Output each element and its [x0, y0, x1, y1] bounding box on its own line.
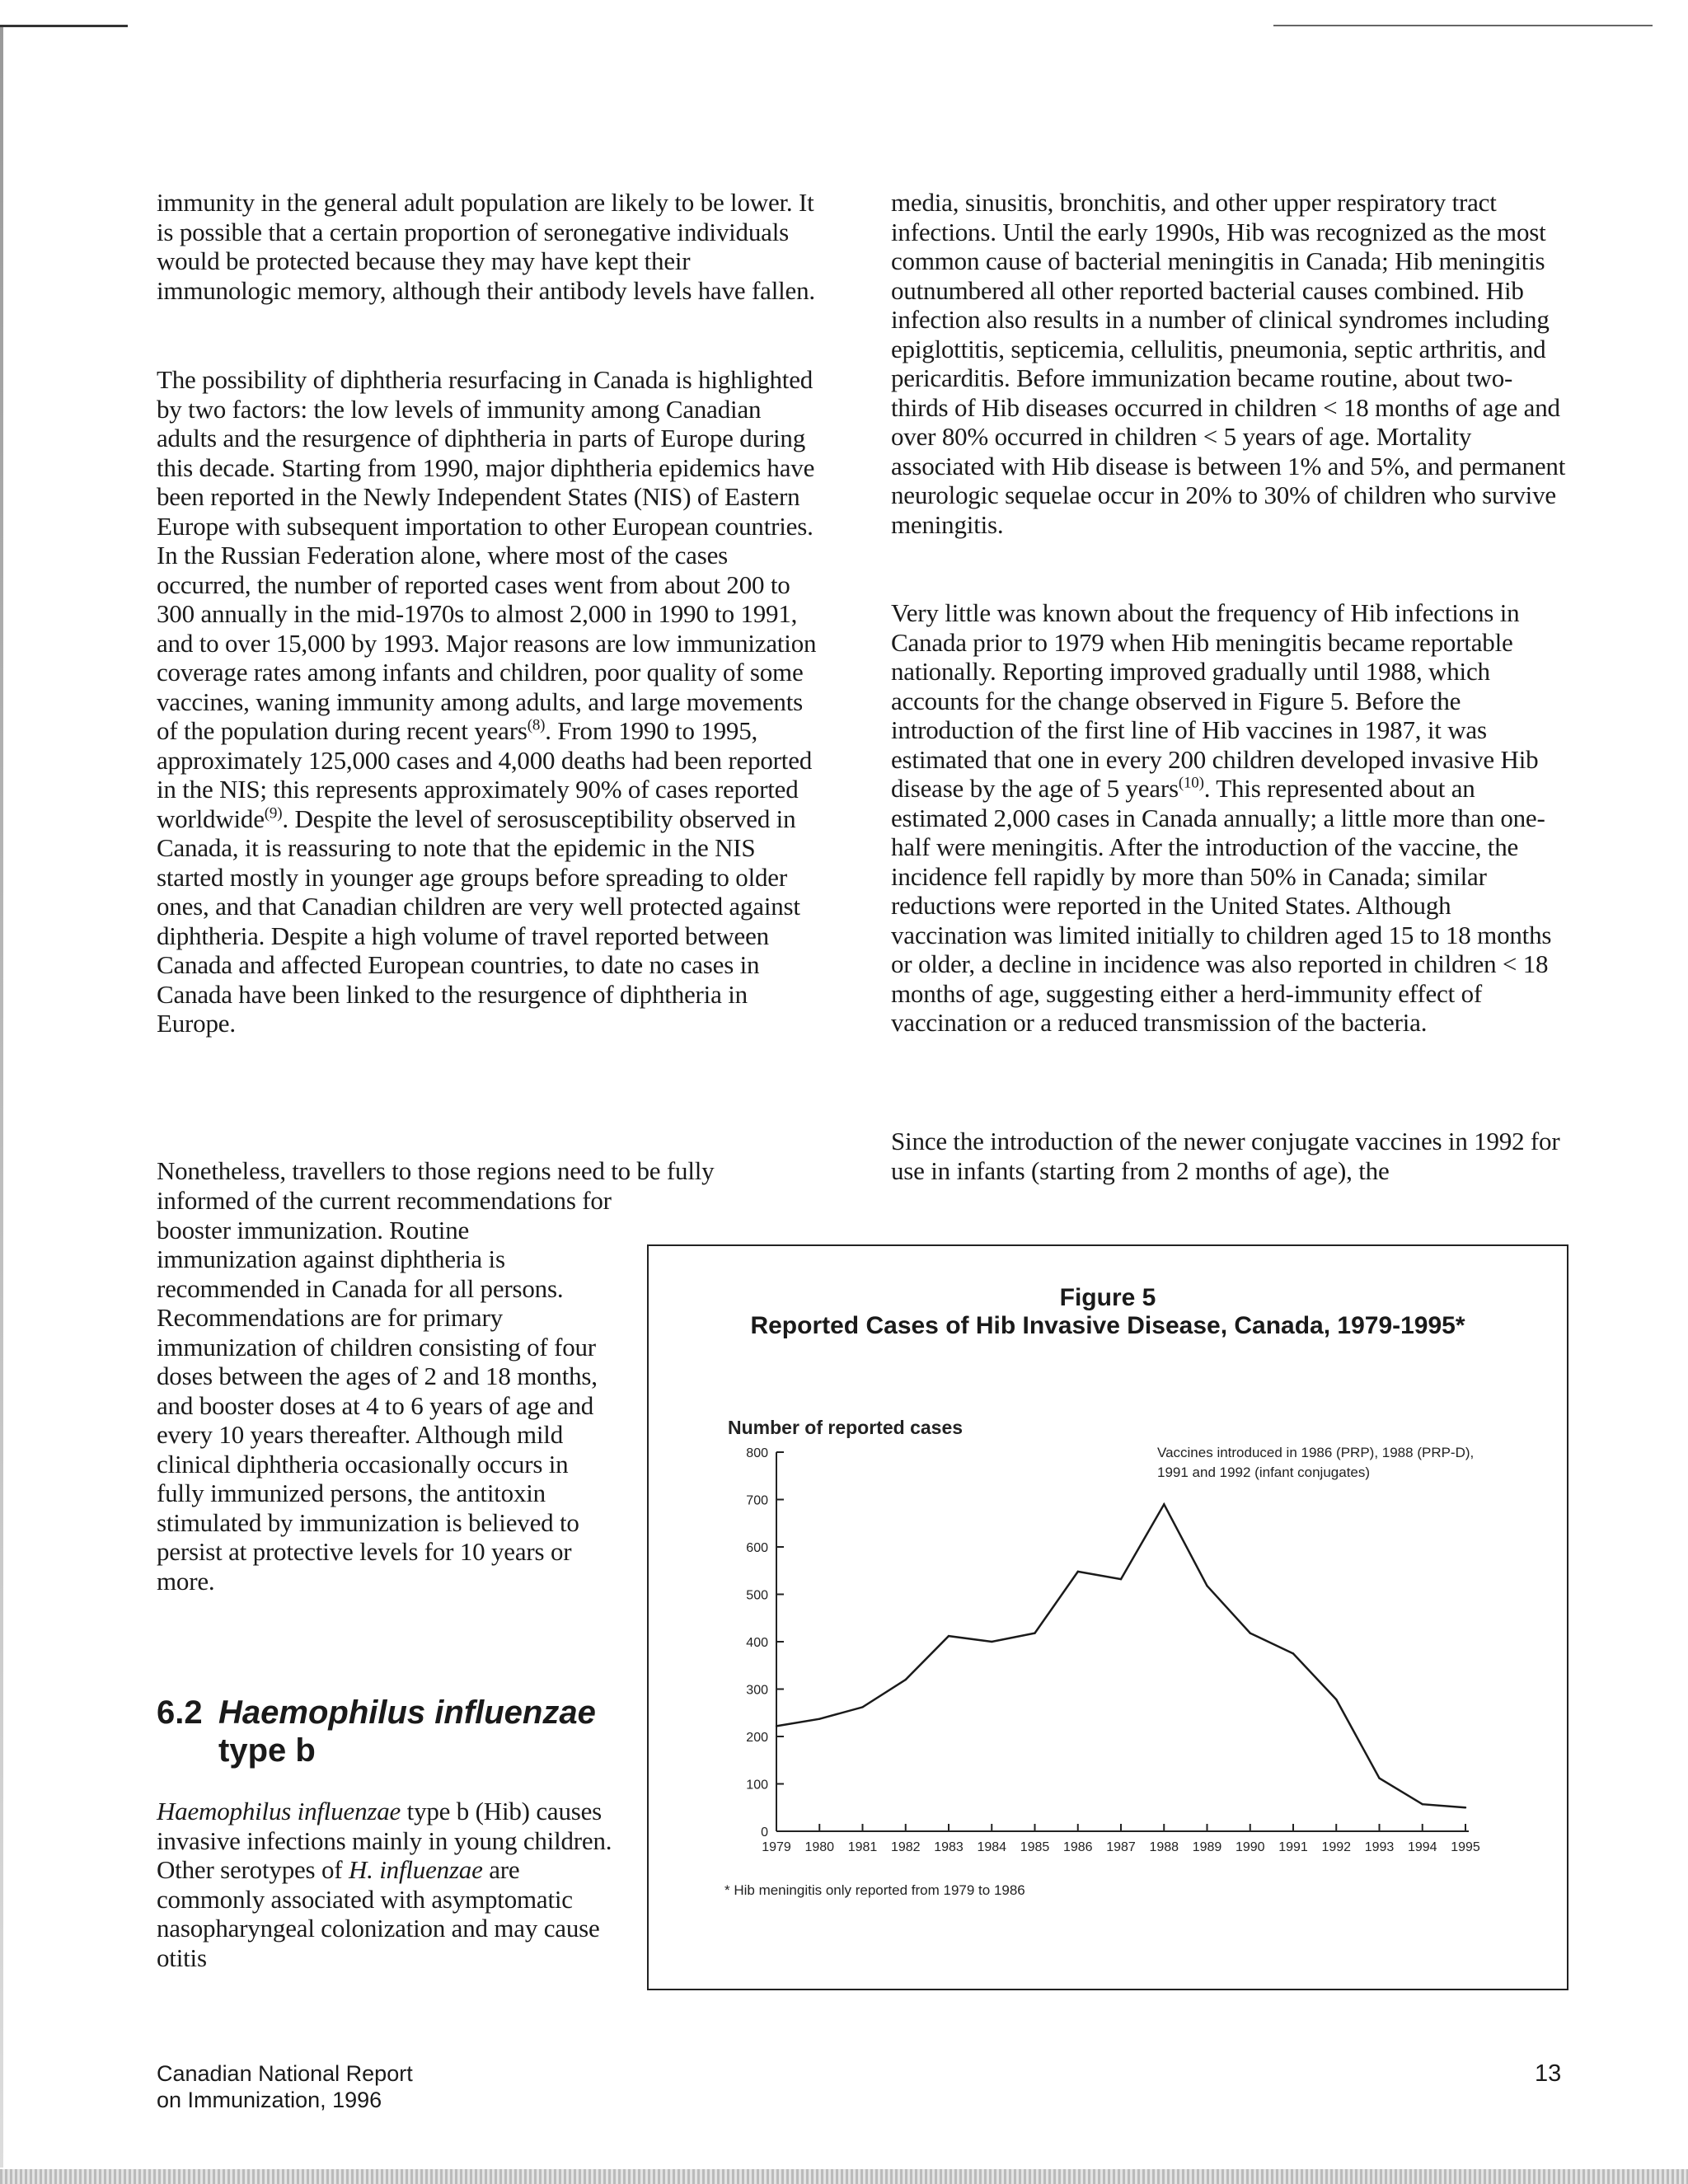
paragraph-text: informed of the current recommendations for booster immunization. Routine immunization against diphtheria is recommended in Canada for all persons. Recommendations are for primary immunization of children consisting of four doses between the ages of 2 and 18 months, and booster doses at 4 to 6 years of age and every 10 years thereafter. Although mild clinical diphtheria occasionally occurs in fully immunized persons, the antitoxin stimulated by immunization is believed to persist at protective levels for 10 years or more. [157, 1186, 612, 1596]
data-point [1250, 1632, 1251, 1633]
italic-run: Haemophilus influenzae [157, 1797, 401, 1825]
page-number: 13 [1535, 2060, 1562, 2087]
chart-axes [746, 1446, 1480, 1854]
chart-annotation-line1: Vaccines introduced in 1986 (PRP), 1988 (PRP-D), [1157, 1445, 1475, 1460]
left-paragraph-4 [157, 1797, 618, 1972]
reference-10: (10) [1178, 774, 1204, 792]
y-axis-label: Number of reported cases [728, 1417, 964, 1438]
y-tick-label: 700 [746, 1493, 768, 1508]
text-run: . From 1990 to 1995, approximately 125,000 cases and 4,000 deaths had been reported in the NIS; this represents approximately 90% of cases reported worldwide [157, 716, 813, 833]
data-point [861, 1706, 863, 1708]
right-paragraph-2 [891, 598, 1567, 1038]
x-tick-label: 1993 [1364, 1840, 1395, 1854]
figure-label: Figure 5 [1059, 1284, 1156, 1311]
figure-title: Reported Cases of Hib Invasive Disease, Canada, 1979-1995* [750, 1312, 1465, 1339]
data-point [776, 1725, 777, 1727]
data-point [1335, 1699, 1337, 1700]
scan-mark-top-left [0, 25, 128, 27]
x-tick-label: 1992 [1321, 1840, 1352, 1854]
y-tick-label: 200 [746, 1731, 768, 1745]
paragraph-text: immunity in the general adult population are likely to be lower. It is possible that a certain proportion of seronegative individuals would be protected because they may have kept their immunologic memory, although their antibody levels have fallen. [157, 188, 815, 305]
x-tick-label: 1979 [762, 1840, 791, 1854]
x-tick-label: 1989 [1192, 1840, 1222, 1854]
text-run: are commonly associated with asymptomatic nasopharyngeal colonization and may cause otitis [157, 1855, 600, 1972]
text-run: The possibility of diphtheria resurfacing in Canada is highlighted by two factors: the low levels of immunity among Canadian adults and the resurgence of diphtheria in parts of Europe during this decade. Starting from 1990, major diphtheria epidemics have been reported in the Newly Independent States (NIS) of Eastern Europe with subsequent importation to other European countries. In the Russian Federation alone, where most of the cases occurred, the number of reported cases went from about 200 to 300 annually in the mid-1970s to almost 2,000 in 1990 to 1991, and to over 15,000 by 1993. Major reasons are low immunization coverage rates among infants and children, poor quality of some vaccines, waning immunity among adults, and large movements of the population during recent years [157, 365, 817, 745]
data-point [1378, 1777, 1380, 1779]
y-tick-label: 300 [746, 1683, 768, 1698]
paragraph-text [157, 1797, 618, 1972]
x-tick-label: 1988 [1149, 1840, 1179, 1854]
data-point [1163, 1503, 1165, 1505]
left-paragraph-3-intro [157, 1156, 832, 1186]
hib-cases-chart [649, 1246, 1567, 1988]
x-tick-label: 1980 [804, 1840, 835, 1854]
x-tick-label: 1983 [934, 1840, 964, 1854]
x-tick-label: 1990 [1235, 1840, 1265, 1854]
data-point [1422, 1803, 1423, 1805]
y-tick-label: 100 [746, 1778, 768, 1793]
scan-edge-bottom [0, 2169, 1688, 2184]
x-tick-label: 1987 [1106, 1840, 1136, 1854]
left-paragraph-1 [157, 188, 824, 305]
data-point [1465, 1807, 1466, 1808]
paragraph-text: Since the introduction of the newer conjugate vaccines in 1992 for use in infants (starting from 2 months of age), the [891, 1127, 1560, 1185]
x-tick-label: 1982 [890, 1840, 921, 1854]
footer-publication [157, 2060, 413, 2113]
scan-edge-left [0, 25, 3, 2168]
left-paragraph-3 [157, 1186, 612, 1596]
section-title-italic: Haemophilus influenzae [218, 1694, 596, 1731]
text-run: Very little was known about the frequency of Hib infections in Canada prior to 1979 when Hib meningitis became reportable nationally. Reporting improved gradually until 1988, which accounts for the change observed in Figure 5. Before the introduction of the first line of Hib vaccines in 1987, it was estimated that one in every 200 children developed invasive Hib disease by the age of 5 years [891, 598, 1539, 803]
footer-line-1: Canadian National Report [157, 2061, 413, 2086]
text-run: . This represented about an estimated 2,000 cases in Canada annually; a little more than one-half were meningitis. After the introduction of the vaccine, the incidence fell rapidly by more than 50% in Canada; similar reductions were reported in the United States. Although vaccination was limited initially to children aged 15 to 18 months or older, a decline in incidence was also reported in children < 18 months of age, suggesting either a herd-immunity effect of vaccination or a reduced transmission of the bacteria. [891, 774, 1552, 1037]
data-point [1077, 1571, 1079, 1572]
data-point [1034, 1632, 1035, 1633]
y-tick-label: 800 [746, 1446, 768, 1460]
chart-marks [776, 1503, 1466, 1808]
chart-footnote: * Hib meningitis only reported from 1979 to 1986 [724, 1882, 1025, 1898]
text-run: type b (Hib) causes invasive infections mainly in young children. Other serotypes of [157, 1797, 612, 1884]
series-line-reported-cases [776, 1504, 1465, 1807]
scan-mark-top-right [1273, 25, 1653, 26]
section-heading [157, 1694, 618, 1769]
data-point [1120, 1578, 1122, 1580]
data-point [948, 1635, 950, 1637]
x-tick-label: 1986 [1062, 1840, 1093, 1854]
data-point [991, 1641, 992, 1643]
italic-run: H. influenzae [348, 1855, 483, 1884]
x-tick-label: 1981 [847, 1840, 878, 1854]
data-point [1292, 1652, 1294, 1654]
paragraph-text [891, 598, 1567, 1038]
paragraph-text: media, sinusitis, bronchitis, and other upper respiratory tract infections. Until the early 1990s, Hib was recognized as the most common cause of bacterial meningitis in Canada; Hib meningitis outnumbered all other reported bacterial causes combined. Hib infection also results in a number of clinical syndromes including epiglottitis, septicemia, cellulitis, pneumonia, septic arthritis, and pericarditis. Before immunization became routine, about two-thirds of Hib diseases occurred in children < 18 months of age and over 80% occurred in children < 5 years of age. Mortality associated with Hib disease is between 1% and 5%, and permanent neurologic sequelae occur in 20% to 30% of children who survive meningitis. [891, 188, 1566, 539]
section-title-line2: type b [218, 1732, 316, 1769]
text-run: . Despite the level of serosusceptibility observed in Canada, it is reassuring to note that the epidemic in the NIS started mostly in younger age groups before spreading to older ones, and that Canadian children are very well protected against diphtheria. Despite a high volume of travel reported between Canada and affected European countries, to date no cases in Canada have been linked to the resurgence of diphtheria in Europe. [157, 804, 800, 1038]
figure-5 [647, 1244, 1568, 1990]
right-paragraph-3 [891, 1127, 1567, 1185]
section-number: 6.2 [157, 1694, 203, 1731]
data-point [818, 1718, 820, 1720]
paragraph-text [157, 365, 824, 1038]
left-paragraph-2 [157, 365, 824, 1038]
y-tick-label: 600 [746, 1541, 768, 1555]
y-tick-label: 0 [761, 1825, 768, 1840]
x-tick-label: 1991 [1278, 1840, 1308, 1854]
reference-9: (9) [264, 804, 283, 823]
x-tick-label: 1985 [1020, 1840, 1050, 1854]
chart-annotation-line2: 1991 and 1992 (infant conjugates) [1157, 1465, 1371, 1480]
right-paragraph-1 [891, 188, 1567, 539]
data-point [1206, 1585, 1207, 1586]
reference-8: (8) [527, 716, 546, 734]
x-tick-label: 1995 [1451, 1840, 1480, 1854]
paragraph-text: Nonetheless, travellers to those regions need to be fully [157, 1156, 715, 1185]
footer-line-2: on Immunization, 1996 [157, 2088, 382, 2112]
x-tick-label: 1984 [977, 1840, 1007, 1854]
y-tick-label: 500 [746, 1588, 768, 1603]
x-tick-label: 1994 [1407, 1840, 1437, 1854]
y-tick-label: 400 [746, 1636, 768, 1650]
data-point [905, 1679, 907, 1680]
